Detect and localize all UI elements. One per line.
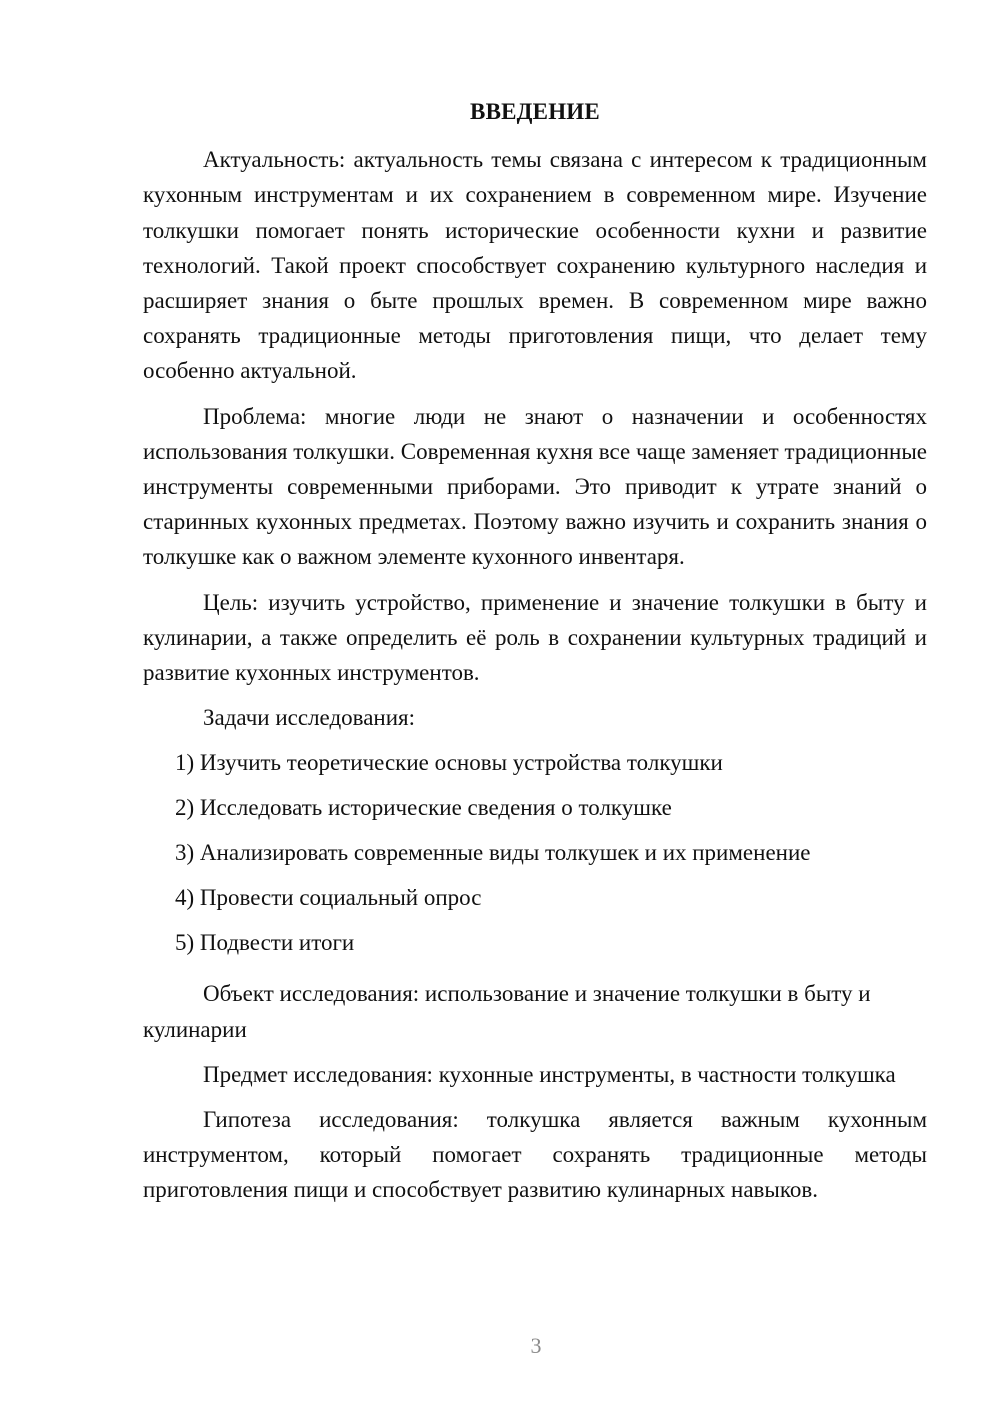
task-item: 4) Провести социальный опрос (175, 885, 482, 911)
task-item: 2) Исследовать исторические сведения о толкушке (175, 795, 672, 821)
hypothesis-paragraph: Гипотеза исследования: толкушка является важным кухонным инструментом, который помогает сохранять традиционные методы приготовления пищи и способствует развитию кулинарных навыков. (143, 1107, 927, 1203)
section-heading: ВВЕДЕНИЕ (470, 99, 600, 124)
relevance-paragraph: Актуальность: актуальность темы связана с интересом к традиционным кухонным инструментам и их сохранением в современном мире. Изучение толкушки помогает понять исторические особенности кухни и развитие технологий. Такой проект способствует сохранению культурного наследия и расширяет знания о быте прошлых времен. В современном мире важно сохранять традиционные методы приготовления пищи, что делает тему особенно актуальной. (143, 147, 927, 384)
page-content (143, 94, 927, 1218)
tasks-intro: Задачи исследования: (203, 705, 416, 731)
task-item: 1) Изучить теоретические основы устройства толкушки (175, 750, 723, 776)
subject-paragraph: Предмет исследования: кухонные инструменты, в частности толкушка (203, 1061, 896, 1087)
goal-paragraph: Цель: изучить устройство, применение и значение толкушки в быту и кулинарии, а также определить её роль в сохранении культурных традиций и развитие кухонных инструментов. (143, 589, 927, 686)
problem-paragraph: Проблема: многие люди не знают о назначении и особенностях использования толкушки. Современная кухня все чаще заменяет традиционные инструменты современными приборами. Это приводит к утрате знаний о старинных кухонных предметах. Поэтому важно изучить и сохранить знания о толкушке как о важном элементе кухонного инвентаря. (143, 403, 927, 570)
task-item: 3) Анализировать современные виды толкушек и их применение (175, 840, 811, 866)
task-item: 5) Подвести итоги (175, 930, 355, 956)
object-paragraph: Объект исследования: использование и значение толкушки в быту и кулинарии (143, 981, 871, 1042)
tasks-list (143, 745, 927, 970)
page-number: 3 (530, 1333, 542, 1358)
